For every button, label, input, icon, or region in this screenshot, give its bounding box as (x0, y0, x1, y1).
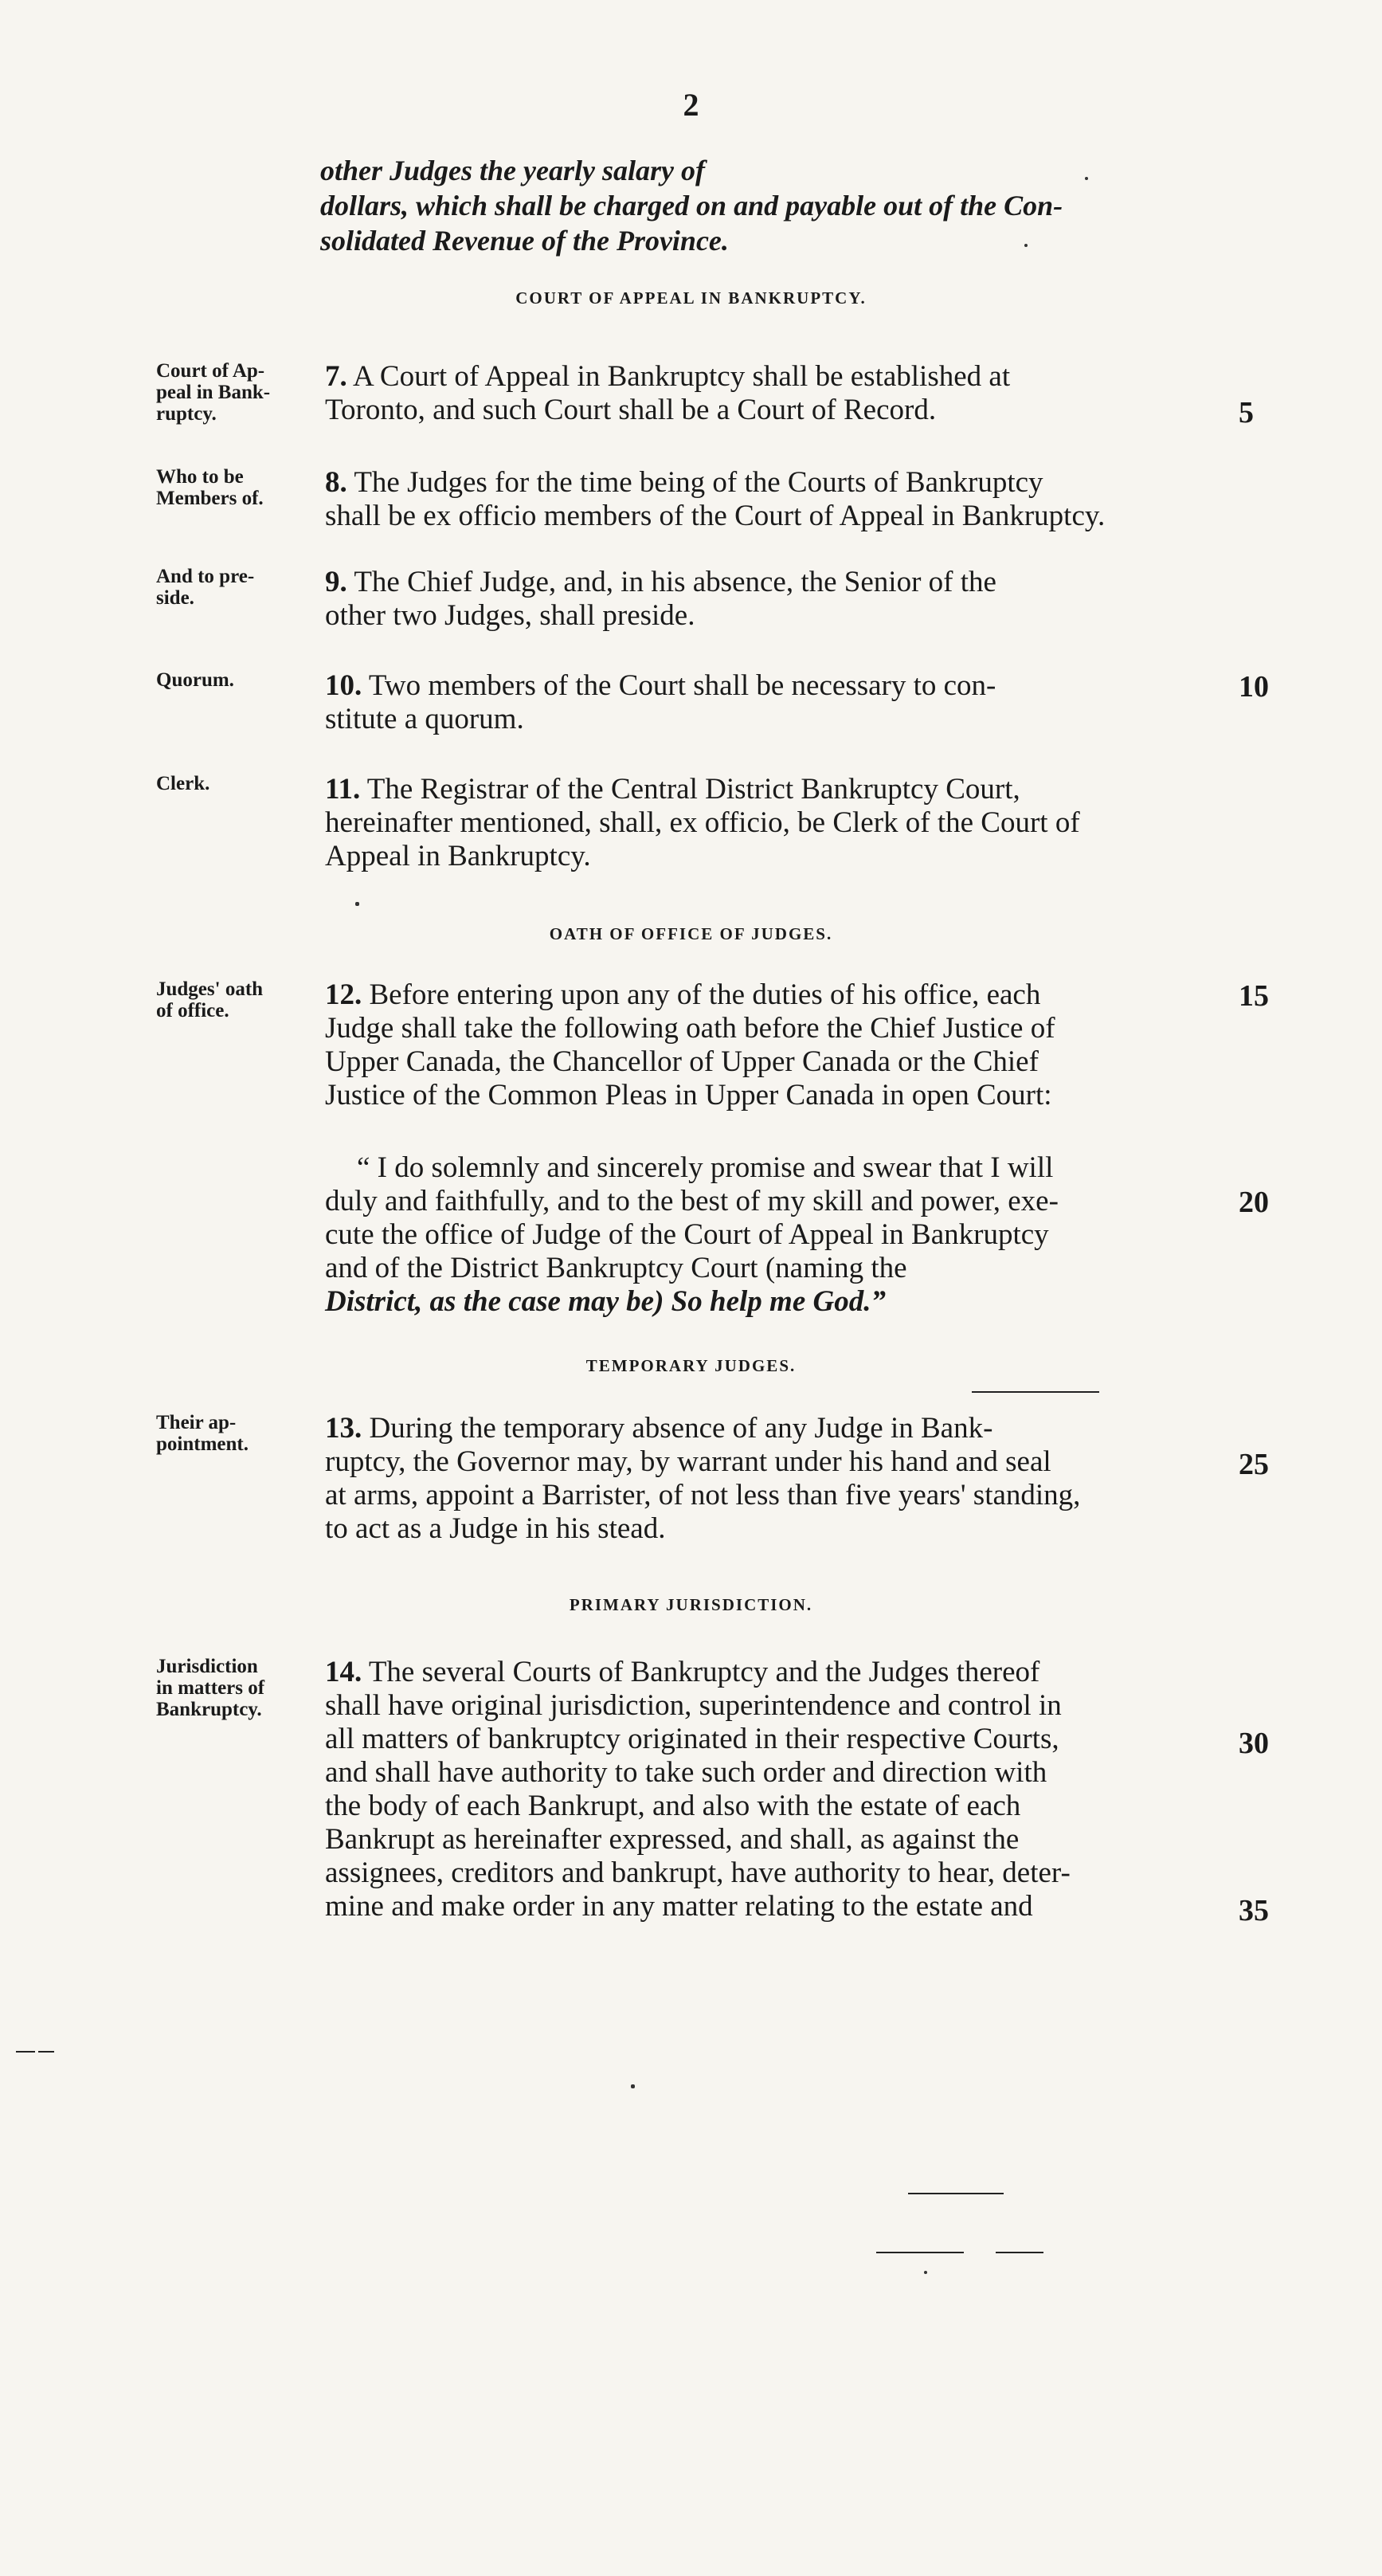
heading-primary: PRIMARY JURISDICTION. (569, 1595, 813, 1614)
text-line: shall be ex officio members of the Court of Appeal in Bankruptcy. (325, 500, 1106, 532)
text-fragment: The Chief Judge, and, in his absence, the Senior of the (346, 566, 996, 598)
text-line (325, 669, 1225, 703)
text-line: assignees, creditors and bankrupt, have authority to hear, deter- (325, 1857, 1071, 1889)
margin-line: ruptcy. (156, 403, 217, 425)
text-line (325, 978, 1225, 1012)
text-line: Bankrupt as hereinafter expressed, and shall, as against the (325, 1823, 1020, 1856)
margin-line: And to pre- (156, 566, 255, 587)
text-fragment: The several Courts of Bankruptcy and the Judges thereof (362, 1656, 1040, 1688)
section-text (325, 669, 1225, 736)
line-number: 10 (1239, 670, 1269, 704)
intro-line: dollars, which shall be charged on and payable out of the Con- (320, 190, 1063, 222)
intro-line: other Judges the yearly salary of (320, 155, 705, 186)
text-line (325, 566, 1225, 599)
line-number: 20 (1239, 1186, 1269, 1219)
text-line: mine and make order in any matter relating to the estate and (325, 1890, 1033, 1923)
text-fragment: Before entering upon any of the duties of his office, each (362, 978, 1041, 1011)
margin-line: in matters of (156, 1677, 265, 1699)
section-number: 13. (325, 1412, 362, 1445)
text-line: shall have original jurisdiction, superintendence and control in (325, 1689, 1062, 1722)
print-speck (1024, 244, 1028, 247)
text-line: Upper Canada, the Chancellor of Upper Canada or the Chief (325, 1045, 1039, 1078)
text-line: Judge shall take the following oath before the Chief Justice of (325, 1012, 1055, 1045)
section-number: 12. (325, 978, 362, 1011)
line-number: 5 (1239, 396, 1254, 429)
print-mark (38, 2051, 54, 2053)
short-rule (972, 1391, 1099, 1393)
margin-note (156, 773, 315, 794)
section-number: 11. (325, 773, 361, 806)
oath-quotation (325, 1151, 1225, 1319)
print-speck (631, 2084, 635, 2088)
margin-line: side. (156, 587, 194, 609)
print-speck (924, 2271, 927, 2274)
text-line (325, 466, 1225, 500)
line-number: 35 (1239, 1894, 1269, 1927)
text-line: ruptcy, the Governor may, by warrant under his hand and seal (325, 1445, 1051, 1478)
margin-line: Jurisdiction (156, 1656, 258, 1677)
page-number: 2 (683, 87, 699, 123)
margin-note (156, 1412, 315, 1455)
margin-line: Members of. (156, 488, 264, 509)
section-number: 10. (325, 669, 362, 702)
margin-line: Who to be (156, 466, 244, 488)
margin-line: Quorum. (156, 669, 234, 691)
text-line (325, 773, 1225, 806)
section-text (325, 773, 1225, 873)
section-text (325, 978, 1225, 1112)
margin-line: Their ap- (156, 1412, 237, 1433)
margin-line: Clerk. (156, 773, 210, 794)
line-number: 30 (1239, 1727, 1269, 1760)
oath-line: and of the District Bankruptcy Court (naming the (325, 1252, 907, 1284)
margin-note (156, 1656, 315, 1720)
print-mark (908, 2193, 1004, 2194)
text-line (325, 1656, 1225, 1689)
text-line (325, 1412, 1225, 1445)
margin-note (156, 466, 315, 509)
print-mark (16, 2051, 35, 2053)
print-mark (876, 2252, 964, 2253)
margin-line: Bankruptcy. (156, 1699, 262, 1720)
oath-line: “ I do solemnly and sincerely promise and swear that I will (357, 1151, 1054, 1184)
text-fragment: During the temporary absence of any Judge in Bank- (362, 1412, 993, 1445)
section-text (325, 466, 1225, 533)
text-line: Justice of the Common Pleas in Upper Canada in open Court: (325, 1079, 1052, 1112)
margin-line: Judges' oath (156, 978, 264, 1000)
print-mark (996, 2252, 1043, 2253)
margin-note (156, 978, 315, 1021)
line-number: 25 (1239, 1448, 1269, 1481)
text-line: Toronto, and such Court shall be a Court of Record. (325, 394, 937, 426)
heading-temporary: TEMPORARY JUDGES. (585, 1356, 797, 1375)
text-fragment: The Registrar of the Central District Bankruptcy Court, (360, 773, 1020, 806)
section-number: 8. (325, 466, 347, 499)
oath-line: duly and faithfully, and to the best of my skill and power, exe- (325, 1185, 1059, 1217)
oath-line: cute the office of Judge of the Court of Appeal in Bankruptcy (325, 1218, 1049, 1251)
text-line: to act as a Judge in his stead. (325, 1512, 666, 1545)
heading-court-of-appeal: COURT OF APPEAL IN BANKRUPTCY. (515, 288, 867, 308)
section-number: 7. (325, 360, 347, 393)
text-line: at arms, appoint a Barrister, of not less than five years' standing, (325, 1479, 1081, 1511)
margin-note (156, 669, 315, 691)
text-fragment: A Court of Appeal in Bankruptcy shall be established at (346, 360, 1011, 393)
text-line: stitute a quorum. (325, 703, 524, 735)
oath-line: District, as the case may be) So help me God.” (325, 1285, 886, 1318)
intro-paragraph (320, 153, 1236, 258)
section-text (325, 566, 1225, 633)
text-line: hereinafter mentioned, shall, ex officio, be Clerk of the Court of (325, 806, 1080, 839)
intro-line: solidated Revenue of the Province. (320, 225, 729, 257)
heading-oath: OATH OF OFFICE OF JUDGES. (549, 924, 833, 943)
margin-line: pointment. (156, 1433, 249, 1455)
margin-note (156, 566, 315, 609)
line-number: 15 (1239, 979, 1269, 1013)
text-fragment: The Judges for the time being of the Courts of Bankruptcy (346, 466, 1043, 499)
section-number: 9. (325, 566, 347, 598)
print-speck (355, 902, 359, 906)
section-text (325, 1412, 1225, 1546)
margin-note (156, 360, 315, 425)
margin-line: Court of Ap- (156, 360, 265, 382)
text-line: Appeal in Bankruptcy. (325, 840, 591, 872)
section-number: 14. (325, 1656, 362, 1688)
print-speck (1085, 177, 1088, 180)
text-line: and shall have authority to take such order and direction with (325, 1756, 1047, 1789)
margin-line: of office. (156, 1000, 229, 1021)
text-line (325, 360, 1225, 394)
section-text (325, 1656, 1225, 1923)
text-line: the body of each Bankrupt, and also with the estate of each (325, 1790, 1021, 1822)
text-line: other two Judges, shall preside. (325, 599, 695, 632)
text-line: all matters of bankruptcy originated in their respective Courts, (325, 1723, 1059, 1755)
margin-line: peal in Bank- (156, 382, 271, 403)
section-text (325, 360, 1225, 427)
text-fragment: Two members of the Court shall be necessary to con- (362, 669, 996, 702)
